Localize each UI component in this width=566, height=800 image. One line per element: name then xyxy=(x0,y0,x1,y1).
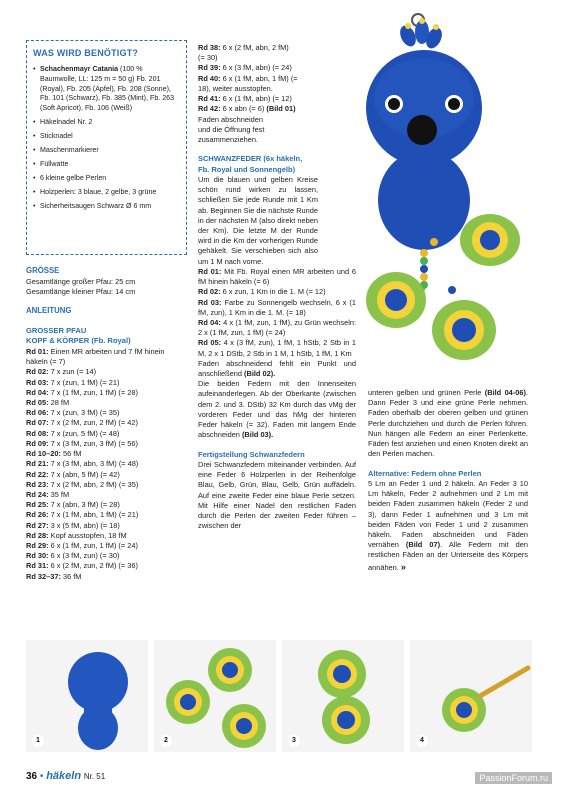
feather-end: Faden abschneidend fehlt ein Punkt und anschließend (Bild 02). xyxy=(198,358,356,379)
crest xyxy=(397,18,445,51)
round-row: Rd 31: 6 x (2 fM, zun, 2 fM) (= 36) xyxy=(26,561,138,571)
round-row: Rd 05: 28 fM xyxy=(26,397,70,407)
finish-text: Drei Schwanzfedern miteinander verbinden. Auf eine Feder 6 Holzperlen in der Reihenfolge Blau, Gelb, Grün, Blau, Gelb, Grün auffädeln. Auf eine zweite Feder eine blaue Perle setzen. Mit Hilfe einer Nadel den restlichen Faden durch die Perlen der zweiten Feder führen – zwischen der xyxy=(198,459,356,531)
right-column xyxy=(368,388,528,573)
round-row: Rd 08: 7 x (zun, 5 fM) (= 48) xyxy=(26,428,120,438)
photo-number: 1 xyxy=(32,735,44,747)
feather-title: SCHWANZFEDER (6x häkeln, Fb. Royal und Sonnengelb) xyxy=(198,154,303,174)
round-row: Rd 38: 6 x (2 fM, abn, 2 fM) xyxy=(198,43,289,52)
round-row: Rd 06: 7 x (zun, 3 fM) (= 35) xyxy=(26,408,120,418)
round-row: Rd 27: 3 x (5 fM, abn) (= 18) xyxy=(26,520,120,530)
footer-dot: • xyxy=(39,771,44,782)
material-item: • Häkelnadel Nr. 2 xyxy=(33,118,180,128)
round-row: Rd 32–37: 36 fM xyxy=(26,571,82,581)
round-row: Rd 07: 7 x (2 fM, zun, 2 fM) (= 42) xyxy=(26,418,138,428)
feather-join: Die beiden Federn mit den Innenseiten aufeinanderlegen. Ab der Oberkante (zwischen dem 2. und 3. DStb) 32 Km durch das vMg der vorderen Feder und das hMg der hinteren Feder häkeln (= 32). Faden mit langem Ende abschneiden (Bild 03). xyxy=(198,379,356,440)
photo-number: 2 xyxy=(160,735,172,747)
joined-feathers-image xyxy=(282,640,404,752)
round-row: Rd 03: 7 x (zun, 1 fM) (= 21) xyxy=(26,377,120,387)
round-row: Rd 09: 7 x (3 fM, zun, 3 fM) (= 56) xyxy=(26,438,138,448)
material-item: • Füllwatte xyxy=(33,160,180,170)
round-row: Rd 21: 7 x (3 fM, abn, 3 fM) (= 48) xyxy=(26,459,139,469)
beak xyxy=(407,115,437,145)
round-row: Rd 03: Farbe zu Sonnengelb wechseln, 6 x (1 fM, zun), 1 Km in die 1. M. (= 18) xyxy=(198,297,356,317)
round-row: Rd 10–20: 56 fM xyxy=(26,449,82,459)
photo-3 xyxy=(282,640,404,752)
finish-title: Fertigstellung Schwanzfedern xyxy=(198,449,305,459)
size-line: Gesamtlänge großer Pfau: 25 cm xyxy=(26,276,136,286)
peacock-illustration xyxy=(360,8,550,388)
round-row: Rd 29: 6 x (1 fM, zun, 1 fM) (= 24) xyxy=(26,541,138,551)
middle-column xyxy=(198,43,356,531)
round-row: Rd 01: Mit Fb. Royal einen MR arbeiten und 6 fM hinein häkeln (= 6) xyxy=(198,266,356,287)
materials-list xyxy=(33,65,180,211)
round-row: Rd 30: 6 x (3 fM, zun) (= 30) xyxy=(26,551,120,561)
alt-text: 5 Lm an Feder 1 und 2 häkeln. An Feder 3 10 Lm häkeln, Feder 2 aufnehmen und 2 Lm mit beiden Fäden zusammen häkeln (Feder 2 und 3), dann Feder 1 aufnehmen und 3 Lm mit beiden Fäden von Feder 1 und 2 zusammen häkeln. Faden abschneiden und Fäden vernähen (Bild 07). Alle Federn mit den restlichen Fäden an der Unterseite des Körpers annähen. » xyxy=(368,478,528,572)
materials-title: WAS WIRD BENÖTIGT? xyxy=(33,48,139,58)
material-item: • Maschenmarkierer xyxy=(33,146,180,156)
round-row: Rd 02: 7 x zun (= 14) xyxy=(26,367,97,377)
end-line: zusammenziehen. xyxy=(198,134,258,144)
round-row: Rd 23: 7 x (2 fM, abn, 2 fM) (= 35) xyxy=(26,479,139,489)
round-row: Rd 25: 7 x (abn, 3 fM) (= 28) xyxy=(26,500,120,510)
round-row: Rd 40: 6 x (1 fM, abn, 1 fM) (= xyxy=(198,73,298,83)
round-row: Rd 42: 6 x abn (= 6) (Bild 01) xyxy=(198,104,296,114)
instructions-title: ANLEITUNG xyxy=(26,306,72,316)
round-row: (= 30) xyxy=(198,53,218,63)
magazine-brand: häkeln xyxy=(46,770,82,782)
photo-number: 3 xyxy=(288,735,300,747)
end-line: und die Öffnung fest xyxy=(198,124,265,134)
left-column xyxy=(26,266,186,582)
feather-text: Um die blauen und gelben Kreise schön rund wirken zu lassen, schließen Sie jede Runde mit 1 Km ab. Beginnen Sie die nächste Runde in der nächsten M (also direkt neben der Km). Die letzte M der Runde wird in die Km der vorherigen Runde gehäkelt. Sie verschieben sich also um 1 M nach vorne. xyxy=(198,174,318,266)
feather xyxy=(460,214,520,266)
feather xyxy=(432,300,496,360)
feathers-image xyxy=(154,640,276,752)
material-item: • 6 kleine gelbe Perlen xyxy=(33,174,180,184)
photo-2 xyxy=(154,640,276,752)
feather xyxy=(366,272,426,328)
round-row: 18), weiter ausstopfen. xyxy=(198,83,273,93)
round-row: Rd 22: 7 x (abn, 5 fM) (= 42) xyxy=(26,469,120,479)
end-line: Faden abschneiden xyxy=(198,114,263,124)
material-item: • Schachenmayr Catania (100 % Baumwolle, LL: 125 m = 50 g) Fb. 201 (Royal), Fb. 205 (Apfel), Fb. 208 (Sonne), Fb. 101 (Schwarz), Fb. 385 (Mint), Fb. 263 (Soft Apricot), Fb. 106 (Weiß) xyxy=(33,65,180,113)
alt-title: Alternative: Federn ohne Perlen xyxy=(368,468,482,478)
photo-1 xyxy=(26,640,148,752)
photo-number: 4 xyxy=(416,735,428,747)
material-item: • Holzperlen: 3 blaue, 2 gelbe, 3 grüne xyxy=(33,188,180,198)
round-row: Rd 01: Einen MR arbeiten und 7 fM hinein häkeln (= 7) xyxy=(26,346,165,367)
round-list xyxy=(26,347,186,582)
big-peacock-title: GROSSER PFAU xyxy=(26,325,87,335)
round-row: Rd 39: 6 x (3 fM, abn) (= 24) xyxy=(198,63,292,73)
round-row: Rd 26: 7 x (1 fM, abn, 1 fM) (= 21) xyxy=(26,510,139,520)
crochet-body-image xyxy=(26,640,148,752)
round-row: Rd 41: 6 x (1 fM, abn) (= 12) xyxy=(198,94,292,104)
size-line: Gesamtlänge kleiner Pfau: 14 cm xyxy=(26,286,136,296)
issue-number: Nr. 51 xyxy=(83,772,106,781)
materials-box xyxy=(26,40,187,255)
round-row: Rd 05: 4 x (3 fM, zun), 1 fM, 1 hStb, 2 Stb in 1 M, 2 x 1 DStb, 2 Stb in 1 M, 1 hStb, 1 fM, 1 Km xyxy=(198,338,356,358)
round-row: Rd 02: 6 x zun, 1 Km in die 1. M (= 12) xyxy=(198,287,326,297)
size-title: GRÖSSE xyxy=(26,266,60,275)
material-item: • Sticknadel xyxy=(33,132,180,142)
round-row: Rd 04: 4 x (1 fM, zun, 1 fM), zu Grün wechseln: 2 x (1 fM, zun, 1 fM) (= 24) xyxy=(198,317,356,338)
round-row: Rd 24: 35 fM xyxy=(26,489,70,499)
right-text: unteren gelben und grünen Perle (Bild 04-06). Dann Feder 3 und eine grüne Perle nehmen. Faden oberhalb der oberen gelben und grünen Perle durchziehen und durch die Perlen führen. Nun hängen alle Federn an einer Perlenkette. Fäden fest anziehen und einen Knoten direkt an den Perlen machen. xyxy=(368,388,528,459)
page-number: 36 xyxy=(26,771,38,782)
watermark: PassionForum.ru xyxy=(475,772,552,784)
round-row: Rd 04: 7 x (1 fM, zun, 1 fM) (= 28) xyxy=(26,387,138,397)
continue-arrow: » xyxy=(400,561,406,572)
material-item: • Sicherheitsaugen Schwarz Ø 6 mm xyxy=(33,202,180,212)
round-row: Rd 28: Kopf ausstopfen, 18 fM xyxy=(26,530,127,540)
hook-feather-image xyxy=(410,640,532,752)
head-body-title: KOPF & KÖRPER (Fb. Royal) xyxy=(26,336,131,346)
photo-4 xyxy=(410,640,532,752)
feather-rounds xyxy=(198,267,356,441)
page-footer xyxy=(26,769,105,784)
